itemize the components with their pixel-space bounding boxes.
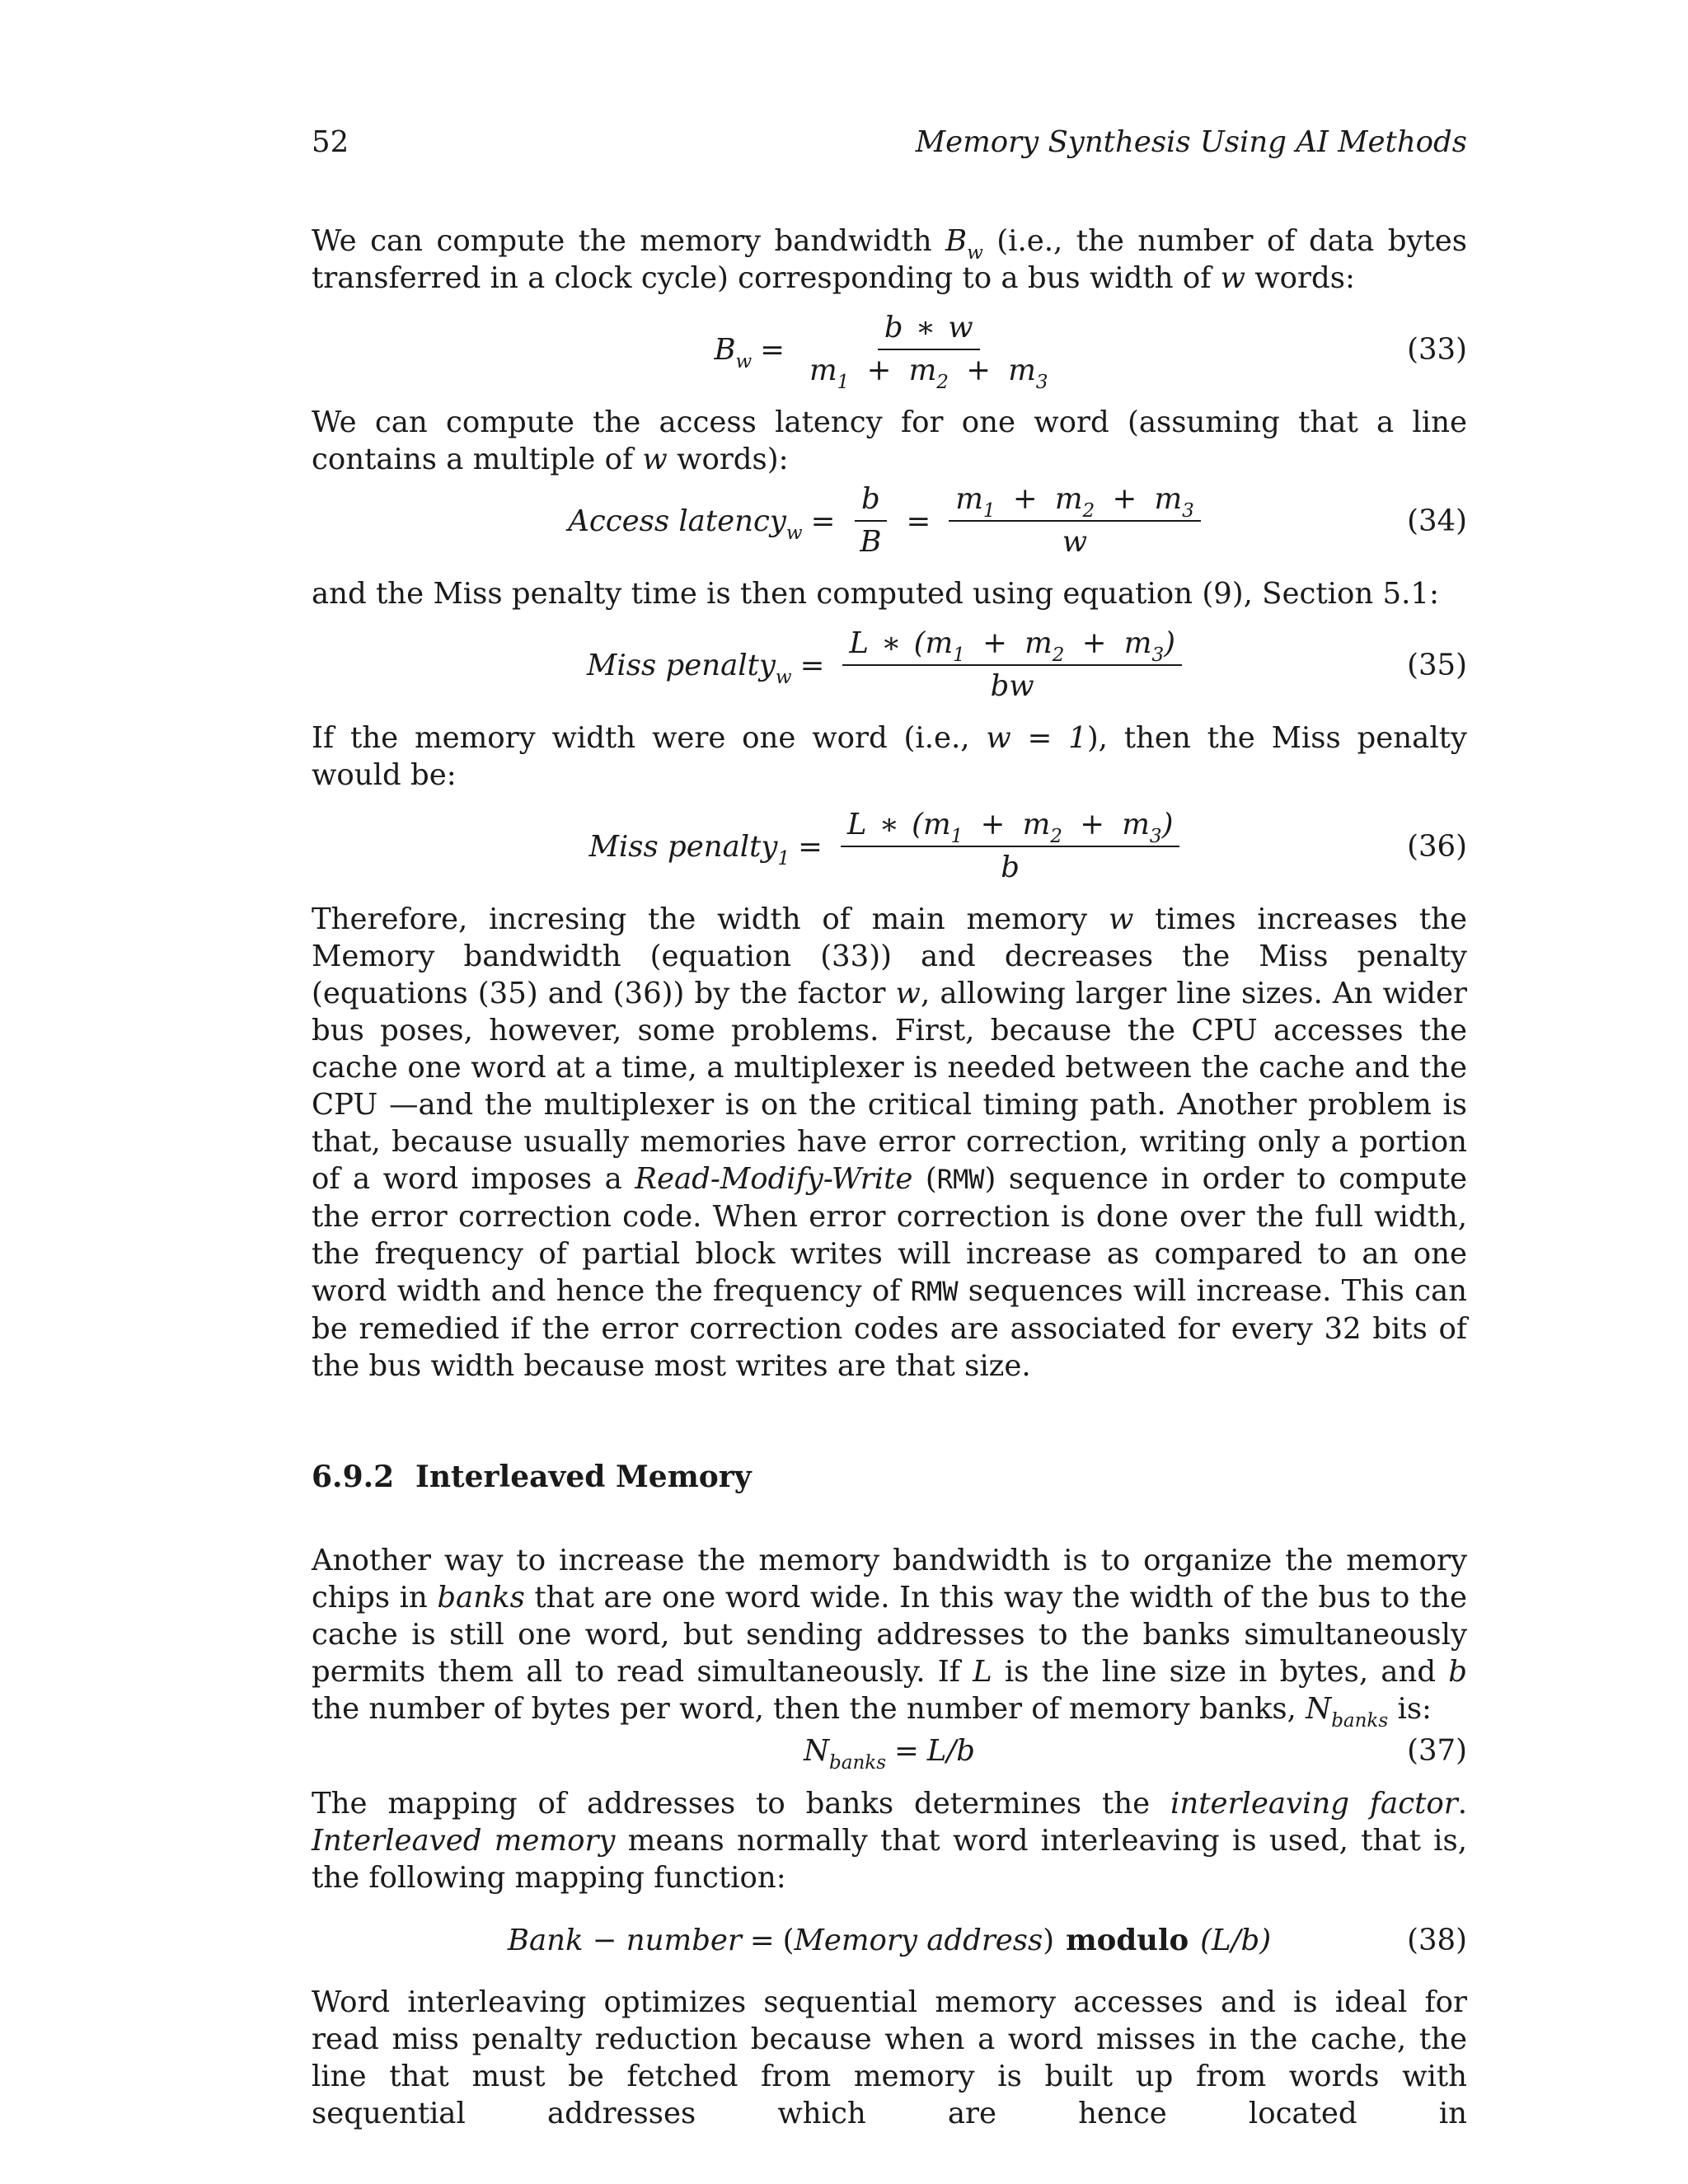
paragraph-miss-penalty: and the Miss penalty time is then computed using equation (9), Section 5.1: bbox=[312, 577, 1439, 611]
paragraph-one-word: If the memory width were one word (i.e., w = 1), then the Miss penalty would be: bbox=[312, 721, 1467, 792]
equation-number: (36) bbox=[1407, 829, 1467, 864]
page-number: 52 bbox=[312, 125, 349, 159]
page-header bbox=[312, 124, 1467, 173]
section-number: 6.9.2 bbox=[312, 1460, 395, 1494]
section-title: Interleaved Memory bbox=[415, 1460, 752, 1494]
equation-34: Access latency$_w$ = $\frac{b}{B}$ = $\frac{m_1 + m_2 + m_3}{w}$ (34) bbox=[568, 482, 1467, 559]
paragraph-bandwidth: We can compute the memory bandwidth $B_w$ (i.e., the number of data bytes transferred in a clock cycle) corresponding to a bus width of w words: bbox=[312, 224, 1467, 295]
paragraph-latency: We can compute the access latency for one word (assuming that a line contains a multiple of w words): bbox=[312, 405, 1467, 476]
equation-33: $B_w$ = $\frac{b ∗ w}{m_1 + m_2 + m_3}$ (33) bbox=[714, 311, 1467, 394]
equation-number: (34) bbox=[1407, 504, 1467, 538]
equation-37: $N_{banks}$ = L/b (37) bbox=[803, 1733, 1467, 1774]
equation-number: (37) bbox=[1407, 1733, 1467, 1768]
equation-number: (35) bbox=[1407, 648, 1467, 682]
equation-36: Miss penalty$_1$ = $\frac{L ∗ (m_1 + m_2 + m_3)}{b}$ (36) bbox=[588, 808, 1467, 884]
paragraph-banks: Another way to increase the memory bandwidth is to organize the memory chips in banks that are one word wide. In this way the width of the bus to the cache is still one word, but sending addresses to the banks simultaneously permits them all to read simultaneously. If L is the line size in bytes, and b the number of bytes per word, then the number of memory banks, $N_{banks}$ is: bbox=[312, 1544, 1467, 1732]
page bbox=[312, 124, 1467, 2132]
equation-38: Bank − number = (Memory address) modulo (L/b) (38) bbox=[507, 1923, 1467, 1957]
paragraph-mapping: The mapping of addresses to banks determines the interleaving factor. Interleaved memory means normally that word interleaving is used, that is, the following mapping function: bbox=[312, 1787, 1467, 1895]
section-heading bbox=[312, 1459, 1467, 1496]
equation-number: (38) bbox=[1407, 1923, 1467, 1957]
paragraph-therefore: Therefore, incresing the width of main memory w times increases the Memory bandwidth (equation (33)) and decreases the Miss penalty (equations (35) and (36)) by the factor w, allowing larger line sizes. An wider bus poses, however, some problems. First, because the CPU accesses the cache one word at a time, a multiplexer is needed between the cache and the CPU —and the multiplexer is on the critical timing path. Another problem is that, because usually memories have error correction, writing only a portion of a word imposes a Read-Modify-Write (RMW) sequence in order to compute the error correction code. When error correction is done over the full width, the frequency of partial block writes will increase as compared to an one word width and hence the frequency of RMW sequences will increase. This can be remedied if the error correction codes are associated for every 32 bits of the bus width because most writes are that size. bbox=[312, 902, 1467, 1383]
equation-number: (33) bbox=[1407, 332, 1467, 367]
running-title: Memory Synthesis Using AI Methods bbox=[915, 125, 1467, 159]
equation-35: Miss penalty$_w$ = $\frac{L ∗ (m_1 + m_2 + m_3)}{bw}$ (35) bbox=[587, 626, 1467, 703]
paragraph-word-interleaving: Word interleaving optimizes sequential memory accesses and is ideal for read miss penalty reduction because when a word misses in the cache, the line that must be fetched from memory is built up from words with sequential addresses which are hence located in bbox=[312, 1985, 1467, 2130]
